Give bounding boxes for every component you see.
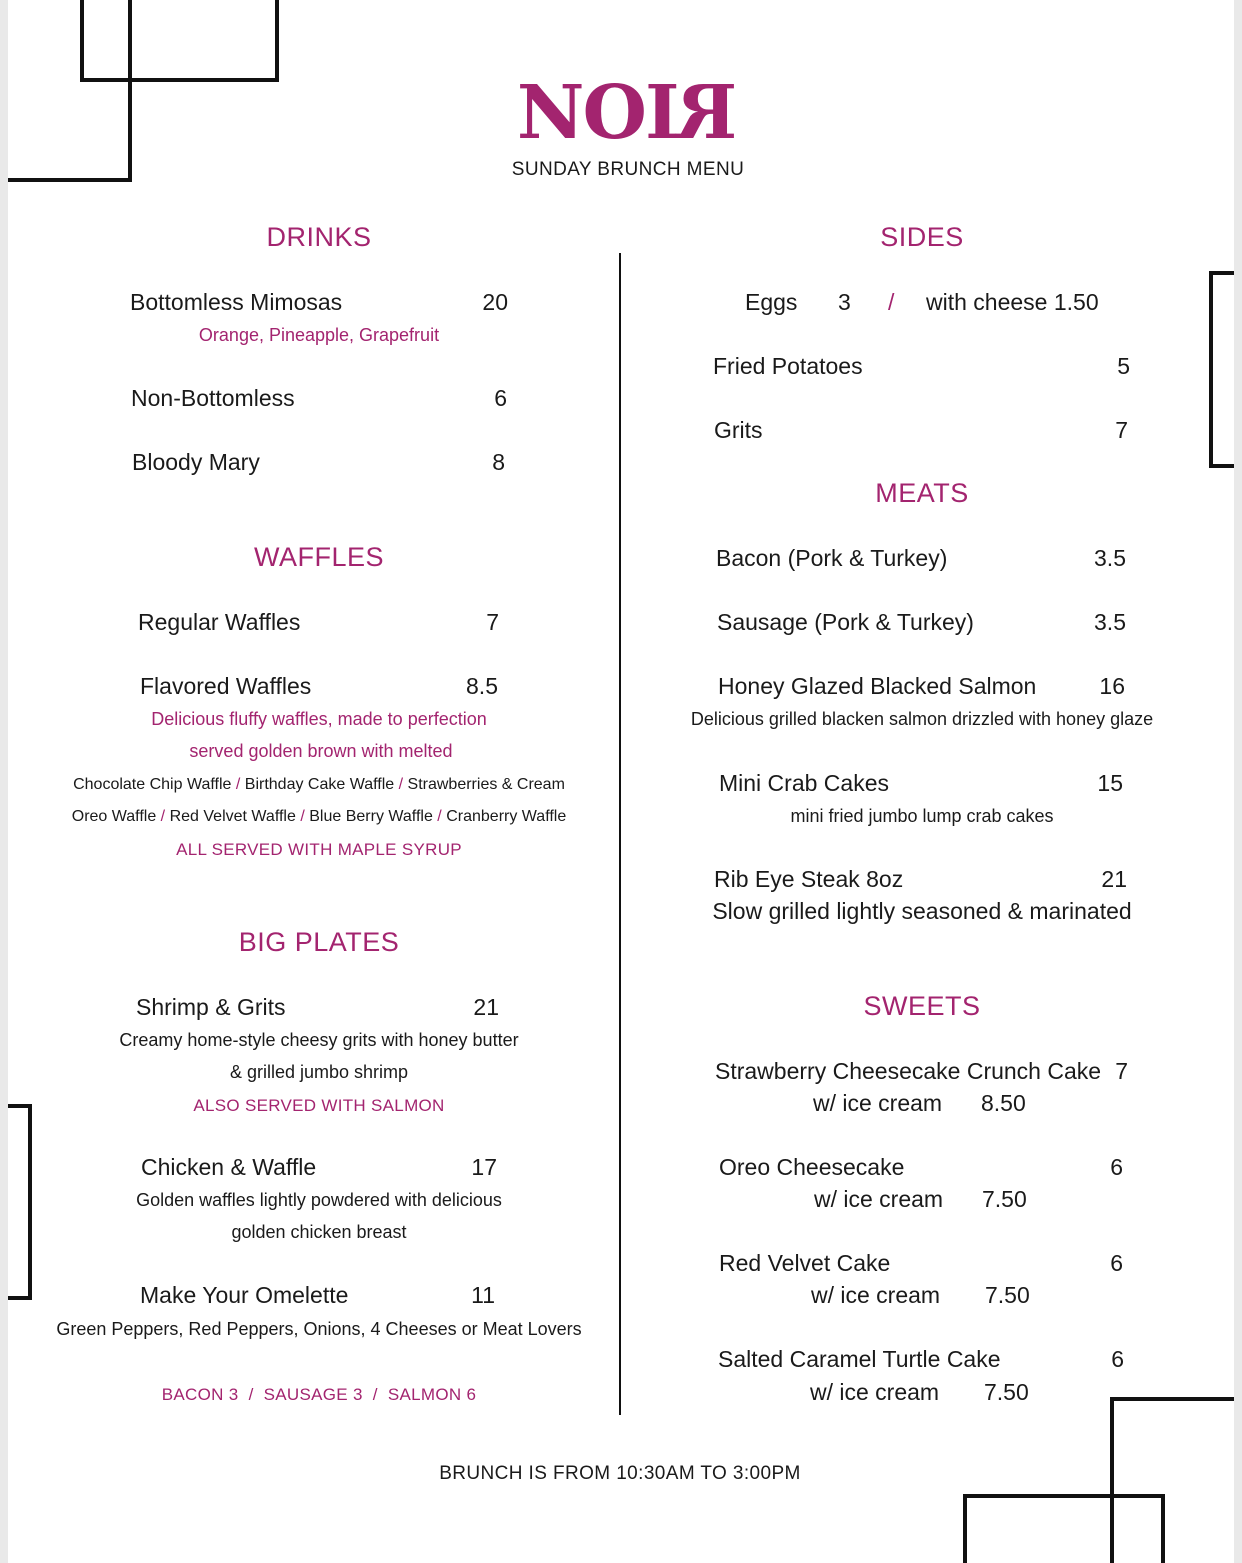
addon-bacon: BACON 3 xyxy=(161,1385,239,1404)
menu-item-price: 16 xyxy=(1099,673,1125,699)
menu-item-price: 6 xyxy=(1110,1250,1123,1276)
menu-item-price: 7 xyxy=(486,609,499,635)
menu-item-name: Oreo Cheesecake xyxy=(719,1154,905,1180)
decorative-frame-right xyxy=(1209,271,1234,468)
waffle-flavor: Oreo Waffle xyxy=(71,808,157,825)
ice-cream-price: 7.50 xyxy=(984,1379,1029,1405)
menu-item-name: Flavored Waffles xyxy=(140,673,312,699)
decorative-frame-left xyxy=(8,1104,32,1300)
menu-item-price: 3 xyxy=(838,289,851,315)
addon-salmon: SALMON 6 xyxy=(387,1385,477,1404)
menu-item-note: ALSO SERVED WITH SALMON xyxy=(193,1096,445,1115)
menu-item-name: Mini Crab Cakes xyxy=(719,770,889,796)
menu-item-price: 17 xyxy=(471,1154,497,1180)
menu-item-name: Non-Bottomless xyxy=(131,385,295,411)
waffle-flavor: Red Velvet Waffle xyxy=(169,808,296,825)
restaurant-logo: NOIR xyxy=(516,70,738,156)
column-divider xyxy=(619,253,621,1415)
menu-item-price: 8.5 xyxy=(466,673,498,699)
meats-heading: MEATS xyxy=(875,478,969,508)
drinks-heading: DRINKS xyxy=(266,222,372,252)
option-separator: / xyxy=(888,289,895,315)
menu-item-price: 8 xyxy=(492,449,505,475)
menu-item-option: with cheese 1.50 xyxy=(926,289,1099,315)
waffle-flavors-line: Oreo Waffle / Red Velvet Waffle / Blue Berry Waffle / Cranberry Waffle xyxy=(71,808,567,825)
menu-item-price: 11 xyxy=(471,1282,495,1308)
menu-item-description: Orange, Pineapple, Grapefruit xyxy=(198,325,440,345)
ice-cream-option: w/ ice cream xyxy=(811,1282,941,1308)
menu-page xyxy=(8,0,1234,1563)
menu-item-price: 21 xyxy=(473,994,499,1020)
ice-cream-option: w/ ice cream xyxy=(810,1379,940,1405)
waffle-flavor: Cranberry Waffle xyxy=(446,808,567,825)
menu-item-description: Golden waffles lightly powdered with delicious xyxy=(136,1190,502,1210)
menu-item-name: Salted Caramel Turtle Cake xyxy=(718,1346,1001,1372)
menu-item-description: golden chicken breast xyxy=(231,1222,407,1242)
menu-item-name: Bloody Mary xyxy=(132,449,260,475)
ice-cream-price: 8.50 xyxy=(981,1090,1026,1116)
menu-item-price: 3.5 xyxy=(1094,545,1126,571)
menu-item-name: Honey Glazed Blacked Salmon xyxy=(718,673,1037,699)
menu-item-name: Sausage (Pork & Turkey) xyxy=(717,609,974,635)
waffle-flavor: Chocolate Chip Waffle xyxy=(73,776,232,793)
menu-item-name: Make Your Omelette xyxy=(140,1282,349,1308)
menu-item-name: Eggs xyxy=(745,289,798,315)
menu-item-description: Green Peppers, Red Peppers, Onions, 4 Cheeses or Meat Lovers xyxy=(56,1319,582,1339)
menu-item-price: 5 xyxy=(1117,353,1130,379)
omelette-addons: BACON 3 / SAUSAGE 3 / SALMON 6 xyxy=(161,1385,477,1404)
menu-item-description: & grilled jumbo shrimp xyxy=(229,1062,409,1082)
menu-item-price: 7 xyxy=(1115,1058,1128,1084)
menu-item-price: 21 xyxy=(1101,866,1127,892)
menu-item-name: Shrimp & Grits xyxy=(136,994,286,1020)
menu-item-description: mini fried jumbo lump crab cakes xyxy=(790,806,1054,826)
waffle-flavors-line: Chocolate Chip Waffle / Birthday Cake Waffle / Strawberries & Cream xyxy=(73,776,565,793)
ice-cream-price: 7.50 xyxy=(982,1186,1027,1212)
menu-item-name: Grits xyxy=(714,417,763,443)
menu-item-name: Fried Potatoes xyxy=(713,353,863,379)
menu-item-description: Delicious grilled blacken salmon drizzled with honey glaze xyxy=(690,709,1154,729)
ice-cream-option: w/ ice cream xyxy=(813,1090,943,1116)
big-plates-heading: BIG PLATES xyxy=(238,927,400,957)
menu-item-name: Bacon (Pork & Turkey) xyxy=(716,545,948,571)
menu-item-name: Strawberry Cheesecake Crunch Cake xyxy=(715,1058,1102,1084)
menu-item-name: Chicken & Waffle xyxy=(141,1154,317,1180)
ice-cream-price: 7.50 xyxy=(985,1282,1030,1308)
menu-item-description: Creamy home-style cheesy grits with honey butter xyxy=(119,1030,519,1050)
waffle-flavor: Strawberries & Cream xyxy=(407,776,565,793)
menu-item-price: 6 xyxy=(494,385,507,411)
menu-item-price: 6 xyxy=(1110,1154,1123,1180)
menu-item-price: 20 xyxy=(482,289,508,315)
sides-heading: SIDES xyxy=(880,222,964,252)
menu-item-description: Slow grilled lightly seasoned & marinated xyxy=(712,898,1132,924)
sweets-heading: SWEETS xyxy=(863,991,981,1021)
menu-item-price: 6 xyxy=(1111,1346,1124,1372)
waffle-flavor: Blue Berry Waffle xyxy=(309,808,433,825)
menu-tagline: SUNDAY BRUNCH MENU xyxy=(511,159,745,180)
waffles-heading: WAFFLES xyxy=(253,542,385,572)
waffle-flavor: Birthday Cake Waffle xyxy=(244,776,395,793)
decorative-frame-bottom-right-inner xyxy=(963,1494,1165,1563)
menu-item-description: served golden brown with melted xyxy=(189,741,453,761)
menu-item-name: Bottomless Mimosas xyxy=(130,289,343,315)
menu-item-name: Regular Waffles xyxy=(138,609,301,635)
menu-item-name: Rib Eye Steak 8oz xyxy=(714,866,904,892)
addon-sausage: SAUSAGE 3 xyxy=(263,1385,363,1404)
menu-item-name: Red Velvet Cake xyxy=(719,1250,891,1276)
brunch-hours: BRUNCH IS FROM 10:30AM TO 3:00PM xyxy=(439,1463,801,1484)
decorative-frame-top-left-outer xyxy=(8,0,132,182)
menu-item-price: 3.5 xyxy=(1094,609,1126,635)
ice-cream-option: w/ ice cream xyxy=(814,1186,944,1212)
menu-item-price: 7 xyxy=(1115,417,1128,443)
menu-item-description: Delicious fluffy waffles, made to perfection xyxy=(151,709,487,729)
waffles-note: ALL SERVED WITH MAPLE SYRUP xyxy=(176,840,462,859)
menu-item-price: 15 xyxy=(1097,770,1123,796)
